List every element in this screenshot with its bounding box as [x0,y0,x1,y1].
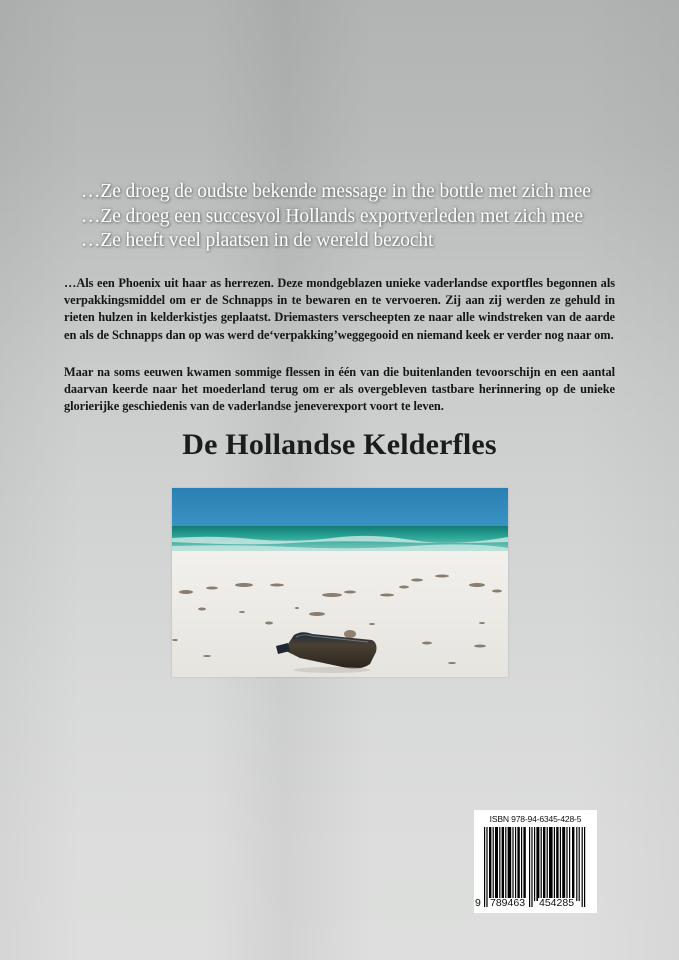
blurb-paragraph-1: …Als een Phoenix uit haar as herrezen. Deze mondgeblazen unieke vaderlandse exportfles begonnen als verpakkingsmiddel om er de Schnapps in te bewaren en te vervoeren. Zij aan zij werden ze gehuld in rieten hulzen in kelderkistjes geplaatst. Driemasters verscheepten ze naar alle windstreken van de aarde en als de Schnapps dan op was werd de‘verpakking’weggegooid en niemand keek er verder nog naar om. [64,276,615,342]
barcode-digit-first: 9 [475,897,481,909]
tagline-1: …Ze droeg de oudste bekende message in the bottle met zich mee [81,181,591,202]
tagline-2: …Ze droeg een succesvol Hollands exportverleden met zich mee [81,205,583,227]
barcode-digits-left: 789463 [490,897,526,909]
beach-bottle-photo [172,488,508,677]
beach-with-bottle-image [172,488,508,677]
barcode-digits-right: 454285 [539,897,575,909]
tagline-block [81,180,641,254]
isbn-label: ISBN 978-94-6345-428-5 [489,814,582,824]
isbn-barcode [474,810,597,913]
barcode-bars-icon [484,827,588,907]
book-title: De Hollandse Kelderfles [182,428,497,461]
blurb-paragraph-2: Maar na soms eeuwen kwamen sommige flessen in één van die buitenlanden tevoorschijn en een aantal daarvan keerde naar het moederland terug om er als overgebleven tastbare herinnering op de unieke glorierijke geschiedenis van de vaderlandse jeneverexport voort te leven. [64,365,615,414]
tagline-3: …Ze heeft veel plaatsen in de wereld bezocht [81,230,434,251]
